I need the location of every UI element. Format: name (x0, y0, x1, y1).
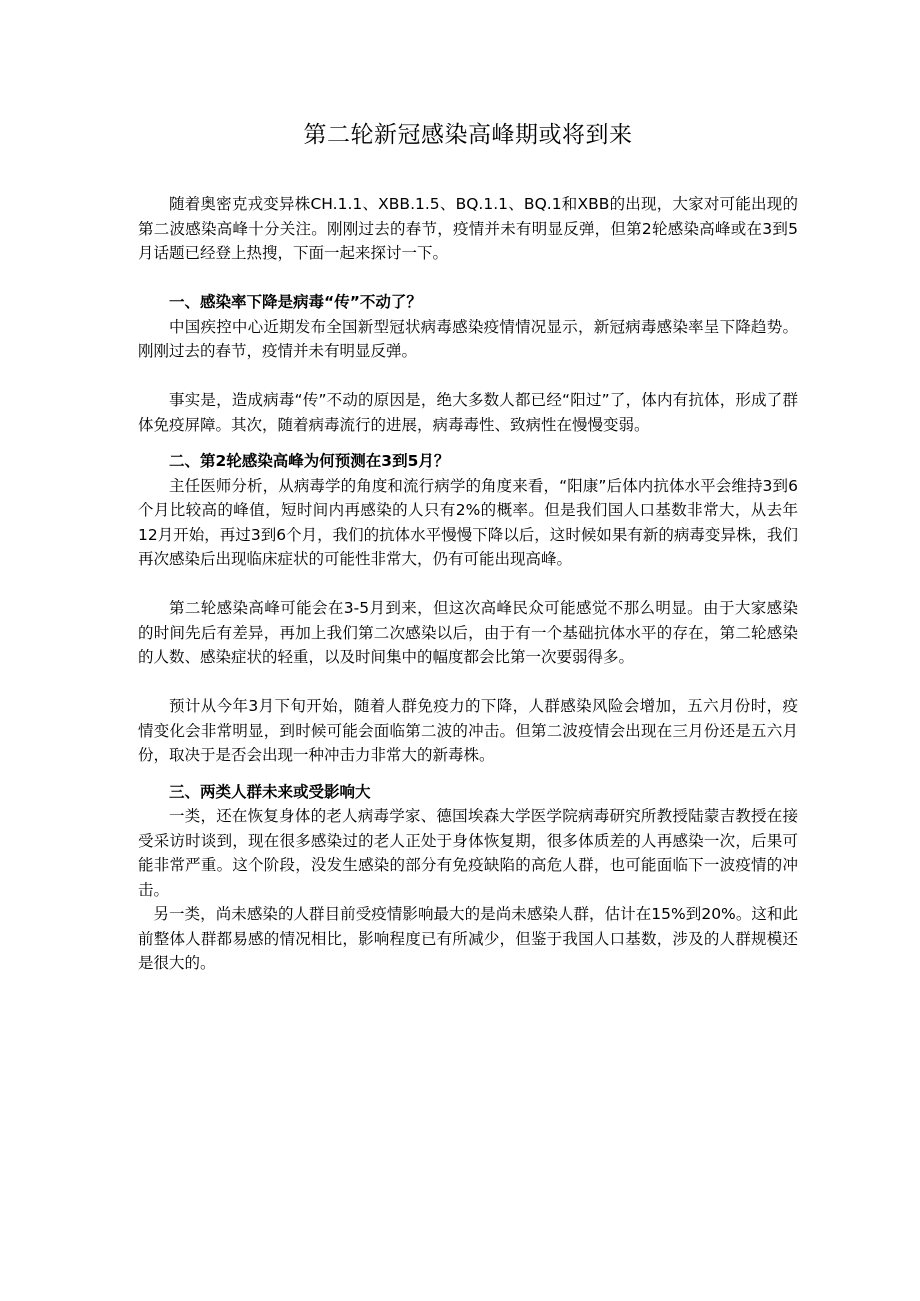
intro-paragraph: 随着奥密克戎变异株CH.1.1、XBB.1.5、BQ.1.1、BQ.1和XBB的出现，大家对可能出现的第二波感染高峰十分关注。刚刚过去的春节，疫情并未有明显反弹，但第2轮感染高峰或在3到5月话题已经登上热搜，下面一起来探讨一下。 (138, 195, 798, 262)
section-heading-3: 三、两类人群未来或受影响大 (169, 782, 371, 801)
spacer (138, 266, 798, 291)
spacer (138, 437, 798, 449)
spacer (138, 768, 798, 780)
section-heading-1: 一、感染率下降是病毒“传”不动了？ (169, 293, 422, 311)
section1-paragraph-1: 中国疾控中心近期发布全国新型冠状病毒感染疫情情况显示，新冠病毒感染率呈下降趋势。刚刚过去的春节，疫情并未有明显反弹。 (138, 317, 798, 360)
section2-paragraph-1: 主任医师分析，从病毒学的角度和流行病学的角度来看，“阳康”后体内抗体水平会维持3到6个月比较高的峰值，短时间内再感染的人只有2%的概率。但是我们国人口基数非常大，从去年12月开始，再过3到6个月，我们的抗体水平慢慢下降以后，这时候如果有新的病毒变异株，我们再次感染后出现临床症状的可能性非常大，仍有可能出现高峰。 (138, 476, 798, 568)
spacer (138, 364, 798, 389)
section3-paragraph-1: 一类，还在恢复身体的老人病毒学家、德国埃森大学医学院病毒研究所教授陆蒙吉教授在接受采访时谈到，现在很多感染过的老人正处于身体恢复期，很多体质差的人再感染一次，后果可能非常严重。这个阶段，没发生感染的部分有免疫缺陷的高危人群，也可能面临下一波疫情的冲击。 (138, 807, 798, 899)
spacer (138, 670, 798, 695)
spacer (138, 572, 798, 597)
document-title: 第二轮新冠感染高峰期或将到来 (303, 122, 633, 148)
section3-paragraph-2: 另一类，尚未感染的人群目前受疫情影响最大的是尚未感染人群，估计在15%到20%。这和此前整体人群都易感的情况相比，影响程度已有所减少，但鉴于我国人口基数，涉及的人群规模还是很大的。 (138, 905, 798, 972)
section-heading-2: 二、第2轮感染高峰为何预测在3到5月？ (169, 452, 450, 470)
section2-paragraph-3: 预计从今年3月下旬开始，随着人群免疫力的下降，人群感染风险会增加，五六月份时，疫情变化会非常明显，到时候可能会面临第二波的冲击。但第二波疫情会出现在三月份还是五六月份，取决于是否会出现一种冲击力非常大的新毒株。 (138, 697, 798, 764)
document-page (138, 118, 798, 976)
section1-paragraph-2: 事实是，造成病毒“传”不动的原因是，绝大多数人都已经“阳过”了，体内有抗体，形成了群体免疫屏障。其次，随着病毒流行的进展，病毒毒性、致病性在慢慢变弱。 (138, 391, 798, 434)
section2-paragraph-2: 第二轮感染高峰可能会在3-5月到来，但这次高峰民众可能感觉不那么明显。由于大家感染的时间先后有差异，再加上我们第二次感染以后，由于有一个基础抗体水平的存在，第二轮感染的人数、感染症状的轻重，以及时间集中的幅度都会比第一次要弱得多。 (138, 599, 798, 666)
